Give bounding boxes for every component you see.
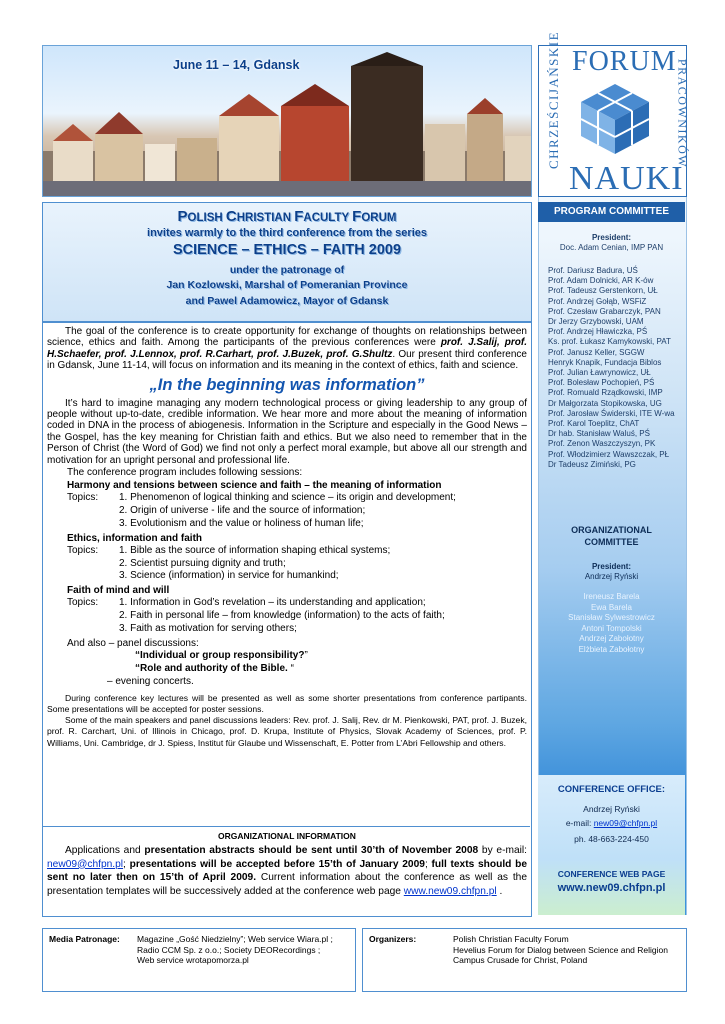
information-paragraph: It’s hard to imagine managing any modern technological process or giving leadership to any group of people without up-to-date, credible information. We hear more and more about the meaning of information coded in DNA in the process of abiogenesis. Information in the Scripture and especially in the Good News – the Gospel, has the key meaning for Christian faith and ethics. But we also need to remember that in the Person of Christ (the Word of God) we find not only a perfect moral example, but above all our strength and motivation for an upright personal and professional life.	[47, 397, 527, 466]
committee-member: Prof. Czesław Grabarczyk, PAN	[548, 306, 661, 316]
email-label: e-mail:	[565, 818, 594, 828]
topics-label: Topics:	[67, 492, 99, 504]
committee-member: Dr Tadeusz Zimiński, PG	[548, 459, 636, 469]
session-topics	[67, 492, 527, 530]
program-committee-president: Doc. Adam Cenian, IMP PAN	[559, 243, 664, 252]
organizational-committee-president: Andrzej Ryński	[584, 572, 639, 581]
conference-office-name: Andrzej Ryński	[583, 804, 640, 814]
main-content	[47, 326, 527, 749]
committee-member: Elżbieta Zabołotny	[578, 644, 645, 654]
org-email-link[interactable]: new09@chfpn.pl	[47, 858, 124, 870]
logo-nauki-text: NAUKI	[569, 160, 684, 197]
media-patronage-label: Media Patronage:	[49, 934, 120, 944]
topics-label: Topics:	[67, 597, 99, 609]
committee-member: Antoni Tompolski	[581, 623, 642, 633]
committee-member: Prof. Zenon Waszczyszyn, PK	[548, 439, 656, 449]
logo-cube-icon	[579, 82, 651, 156]
media-patron: Radio CCM Sp. z o.o.; Society DEORecordings ;	[137, 944, 321, 955]
organizers-box	[362, 928, 687, 992]
org-web-link[interactable]: www.new09.chfpn.pl	[403, 885, 497, 897]
org-info-heading: ORGANIZATIONAL INFORMATION	[218, 831, 356, 841]
conference-office-phone: ph. 48-663-224-450	[574, 834, 649, 844]
session-title: Harmony and tensions between science and faith – the meaning of information	[67, 480, 442, 492]
topic-item: 1. Information in God’s revelation – its understanding and application;	[119, 597, 426, 609]
patron-mayor: and Pawel Adamowicz, Mayor of Gdansk	[185, 295, 389, 307]
conference-date-location: June 11 – 14, Gdansk	[173, 58, 300, 72]
logo-left-vertical-text: CHRZEŚCIJAŃSKIE	[546, 30, 561, 169]
media-patronage-box	[42, 928, 356, 992]
committee-member: Prof. Andrzej Hławiczka, PŚ	[548, 327, 648, 337]
committee-member: Prof. Bolesław Pochopień, PŚ	[548, 378, 655, 388]
conference-office-panel	[538, 775, 685, 915]
speakers-note: Some of the main speakers and panel discussions leaders: Rev. prof. J. Salij, Rev. dr M. Pienkowski, PAT, prof. J. Buzek, prof. R. Carchart, Uni. of Illinois in Chicago, prof. D. Krupa, Institute of Physics, Slovak Academy of Sciences, prof. P. Williams, Uni. Cambridge, dr J. Spiess, Institut für Glaube und Wissenschaft, E. Potter from L’Abri Fellowship and others.	[47, 715, 527, 748]
logo-forum-text: FORUM	[572, 46, 677, 77]
media-patron: Magazine „Gość Niedzielny”; Web service Wiara.pl ;	[137, 934, 333, 944]
logo-right-vertical-text: PRACOWNIKÓW	[675, 58, 690, 169]
topics-label: Topics:	[67, 544, 99, 556]
org-info-body: Applications and presentation abstracts should be sent until 30’th of November 2008 by e-mail: new09@chfpn.pl; presentations will be accepted before 15’th of January 2009; full texts should be sent no later then on 15’th of April 2009. Current information about the conference as well as the presentation templates will be successively added at the conference web page www.new09.chfpn.pl .	[47, 845, 528, 897]
divider	[42, 826, 530, 827]
section-subheading: „In the beginning was information”	[149, 375, 425, 394]
topic-item: 1. Bible as the source of information shaping ethical systems;	[119, 544, 391, 556]
organizational-committee-president-label: President:	[591, 562, 632, 571]
session-topics	[67, 545, 527, 583]
committee-member: Prof. Andrzej Gołąb, WSFiZ	[548, 296, 647, 306]
committee-member: Prof. Włodzimierz Wawszczak, PŁ	[548, 449, 670, 459]
topic-item: 2. Scientist pursuing dignity and truth;	[119, 557, 286, 569]
title-box	[42, 202, 532, 322]
forum-logo	[538, 30, 690, 197]
committee-member: Ireneusz Barela	[583, 592, 640, 601]
program-committee-title: PROGRAM COMMITTEE	[538, 202, 685, 222]
program-committee-president-label: President:	[591, 233, 632, 242]
topic-item: 2. Origin of universe - life and the source of information;	[119, 505, 366, 517]
invitation-line: invites warmly to the third conference from the series	[147, 227, 427, 239]
panel-discussion: “Individual or group responsibility?”	[135, 650, 308, 662]
committee-member: Dr Małgorzata Stopikowska, UG	[548, 398, 662, 408]
committee-member: Stanisław Sylwestrowicz	[568, 613, 655, 622]
media-patronage-list	[137, 934, 333, 966]
patron-marshal: Jan Kozlowski, Marshal of Pomeranian Province	[166, 279, 408, 291]
organizational-committee-list	[538, 592, 685, 655]
forum-title: POLISH CHRISTIAN FACULTY FORUM	[177, 208, 397, 225]
topic-item: 1. Phenomenon of logical thinking and science – its origin and development;	[119, 492, 456, 504]
organizer: Hevelius Forum for Dialog between Science and Religion	[453, 944, 668, 955]
committee-member: Ks. prof. Łukasz Kamykowski, PAT	[548, 337, 671, 347]
committee-member: Dr Jerzy Grzybowski, UAM	[548, 317, 644, 327]
program-intro: The conference program includes following sessions:	[67, 467, 303, 479]
committee-member: Prof. Karol Toeplitz, ChAT	[548, 419, 640, 429]
organizational-committee-title-line2: COMMITTEE	[584, 537, 639, 547]
panel-discussion: “Role and authority of the Bible. “	[135, 663, 294, 675]
committee-member: Ewa Barela	[591, 602, 632, 612]
committee-member: Andrzej Zabołotny	[579, 634, 644, 643]
intro-paragraph: The goal of the conference is to create opportunity for exchange of thoughts on relationships between science, ethics and faith. Among the participants of the previous conferences were prof. J.Salij, prof. H.Schaefer, prof. J.Lennox, prof. R.Carhart, prof. J.Buzek, prof. G.Shultz. Our present third conference in Gdansk, June 11-14, will focus on information and its meaning in the context of ethics, faith and science.	[47, 326, 527, 372]
media-patron: Web service wrotapomorza.pl	[137, 955, 249, 965]
organizers-label: Organizers:	[369, 934, 417, 944]
committee-member: Prof. Julian Ławrynowicz, UŁ	[548, 368, 651, 378]
program-committee-list	[548, 266, 686, 470]
organizers-list	[453, 934, 668, 966]
conference-web-title: CONFERENCE WEB PAGE	[557, 869, 666, 879]
organizational-committee-title	[538, 524, 685, 548]
conference-office-email-row	[538, 818, 685, 828]
topic-item: 3. Faith as motivation for serving others;	[119, 622, 297, 634]
conference-theme: SCIENCE – ETHICS – FAITH 2009	[172, 242, 402, 258]
topic-item: 3. Science (information) in service for humankind;	[119, 570, 339, 582]
session-title: Faith of mind and will	[67, 585, 170, 597]
conference-office-email-link[interactable]: new09@chfpn.pl	[593, 818, 658, 828]
patronage-line: under the patronage of	[229, 264, 345, 276]
session-title: Ethics, information and faith	[67, 532, 203, 544]
committee-member: Prof. Adam Dolnicki, AR K-ów	[548, 276, 654, 286]
organizer: Campus Crusade for Christ, Poland	[453, 955, 588, 965]
committee-member: Dr hab. Stanisław Waluś, PŚ	[548, 429, 650, 439]
lectures-note: During conference key lectures will be presented as well as some shorter presentations from conference partipants. Some presentations will be accepted for poster sessions.	[47, 692, 527, 715]
committee-member: Prof. Janusz Keller, SGGW	[548, 347, 645, 357]
panel-intro: And also – panel discussions:	[67, 637, 199, 649]
conference-office-title: CONFERENCE OFFICE:	[557, 784, 666, 795]
committee-member: Henryk Knapik, Fundacja Biblos	[548, 357, 662, 367]
committee-member: Prof. Dariusz Badura, UŚ	[548, 266, 638, 275]
topic-item: 3. Evolutionism and the value or holiness of human life;	[119, 518, 364, 530]
organizational-committee-title-line1: ORGANIZATIONAL	[571, 525, 652, 535]
committee-member: Prof. Tadeusz Gerstenkorn, UŁ	[548, 286, 658, 296]
committee-member: Prof. Jarosław Świderski, ITE W-wa	[548, 408, 675, 418]
topic-item: 2. Faith in personal life – from knowledge (information) to the acts of faith;	[119, 610, 445, 622]
session-topics	[67, 597, 527, 635]
evening-concerts: – evening concerts.	[107, 676, 194, 688]
organizer: Polish Christian Faculty Forum	[453, 934, 569, 944]
committee-member: Prof. Romuald Rządkowski, IMP	[548, 388, 663, 398]
header-photo	[42, 45, 532, 197]
conference-web-url[interactable]: www.new09.chfpn.pl	[557, 882, 666, 894]
